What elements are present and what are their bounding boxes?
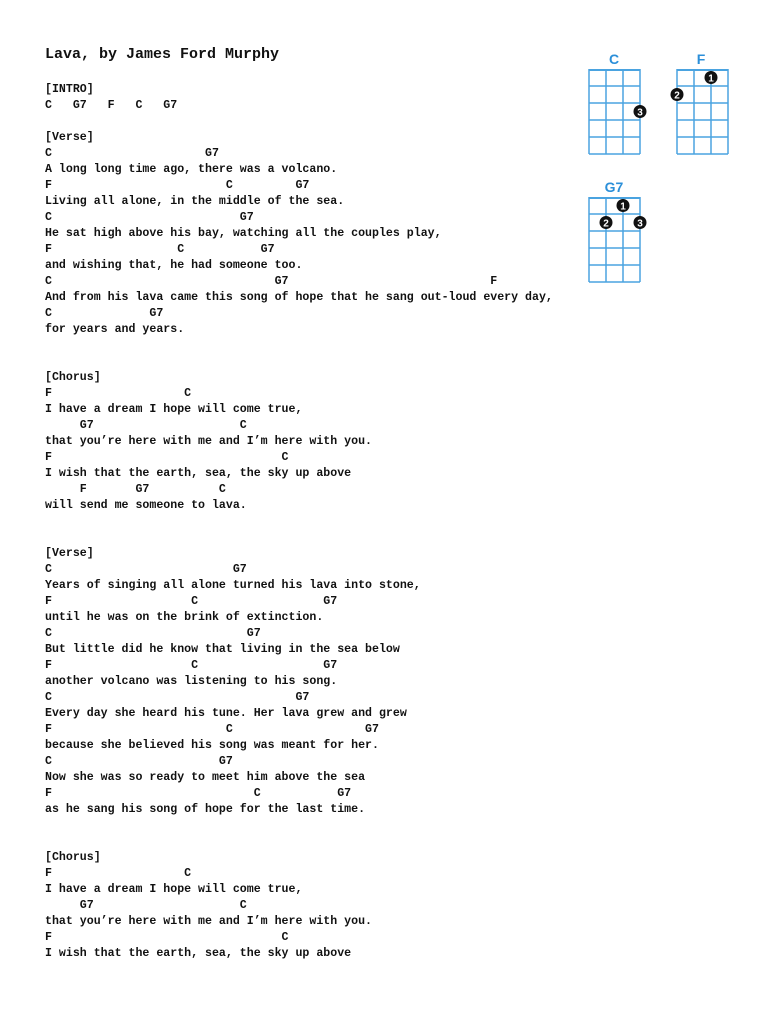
- sheet-line: F C: [45, 867, 192, 880]
- chord-label-g7: G7: [604, 179, 624, 195]
- sheet-line: F C G7: [45, 595, 338, 608]
- sheet-line: And from his lava came this song of hope that he sang out-loud every day,: [45, 291, 553, 304]
- sheet-line: until he was on the brink of extinction.: [45, 611, 324, 624]
- sheet-line: that you’re here with me and I’m here with you.: [45, 915, 372, 928]
- sheet-line: will send me someone to lava.: [45, 499, 247, 512]
- sheet-line: F C G7: [45, 243, 275, 256]
- finger-number: 1: [708, 73, 714, 85]
- sheet-line: F C G7: [45, 723, 379, 736]
- chord-diagram-f: [666, 68, 730, 158]
- sheet-line: C G7: [45, 755, 233, 768]
- section-heading: [Verse]: [45, 547, 94, 560]
- sheet-line: I wish that the earth, sea, the sky up above: [45, 467, 352, 480]
- sheet-line: Now she was so ready to meet him above the sea: [45, 771, 366, 784]
- finger-number: 2: [674, 90, 680, 102]
- sheet-line: F C G7: [45, 659, 338, 672]
- finger-number: 1: [620, 201, 626, 213]
- sheet-line: I have a dream I hope will come true,: [45, 403, 303, 416]
- nut: [589, 69, 640, 71]
- sheet-line: for years and years.: [45, 323, 185, 336]
- sheet-line: and wishing that, he had someone too.: [45, 259, 303, 272]
- section-heading: [Chorus]: [45, 371, 101, 384]
- finger-number: 2: [603, 218, 609, 230]
- sheet-line: G7 C: [45, 419, 247, 432]
- sheet-line: He sat high above his bay, watching all the couples play,: [45, 227, 442, 240]
- sheet-line: F C G7: [45, 787, 352, 800]
- sheet-line: I have a dream I hope will come true,: [45, 883, 303, 896]
- sheet-line: C G7: [45, 211, 254, 224]
- sheet-line: G7 C: [45, 899, 247, 912]
- sheet-line: C G7 F C G7: [45, 99, 178, 112]
- sheet-line: another volcano was listening to his song.: [45, 675, 338, 688]
- song-title: Lava, by James Ford Murphy: [45, 46, 280, 63]
- sheet-line: But little did he know that living in the sea below: [45, 643, 400, 656]
- finger-number: 3: [637, 218, 643, 230]
- sheet-line: C G7: [45, 627, 261, 640]
- sheet-line: Living all alone, in the middle of the sea.: [45, 195, 345, 208]
- sheet-line: C G7: [45, 307, 164, 320]
- sheet-line: because she believed his song was meant for her.: [45, 739, 379, 752]
- sheet-line: F C G7: [45, 179, 310, 192]
- chord-label-c: C: [608, 51, 620, 67]
- sheet-line: A long long time ago, there was a volcano.: [45, 163, 338, 176]
- sheet-line: C G7: [45, 147, 219, 160]
- section-heading: [Verse]: [45, 131, 94, 144]
- chord-diagram-g7: [588, 196, 642, 290]
- chord-label-f: F: [696, 51, 706, 67]
- sheet-line: as he sang his song of hope for the last time.: [45, 803, 366, 816]
- sheet-line: F C: [45, 387, 192, 400]
- sheet-line: Years of singing all alone turned his lava into stone,: [45, 579, 421, 592]
- sheet-line: I wish that the earth, sea, the sky up above: [45, 947, 352, 960]
- lyrics-sheet: [45, 82, 553, 962]
- section-heading: [INTRO]: [45, 83, 94, 96]
- sheet-line: C G7: [45, 691, 310, 704]
- section-heading: [Chorus]: [45, 851, 101, 864]
- sheet-line: that you’re here with me and I’m here with you.: [45, 435, 372, 448]
- sheet-line: F G7 C: [45, 483, 226, 496]
- nut: [589, 197, 640, 199]
- sheet-line: Every day she heard his tune. Her lava grew and grew: [45, 707, 407, 720]
- sheet-line: C G7: [45, 563, 247, 576]
- chord-diagram-c: [588, 68, 642, 158]
- finger-number: 3: [637, 107, 643, 119]
- sheet-line: F C: [45, 451, 289, 464]
- sheet-line: F C: [45, 931, 289, 944]
- sheet-line: C G7 F: [45, 275, 498, 288]
- nut: [677, 69, 728, 71]
